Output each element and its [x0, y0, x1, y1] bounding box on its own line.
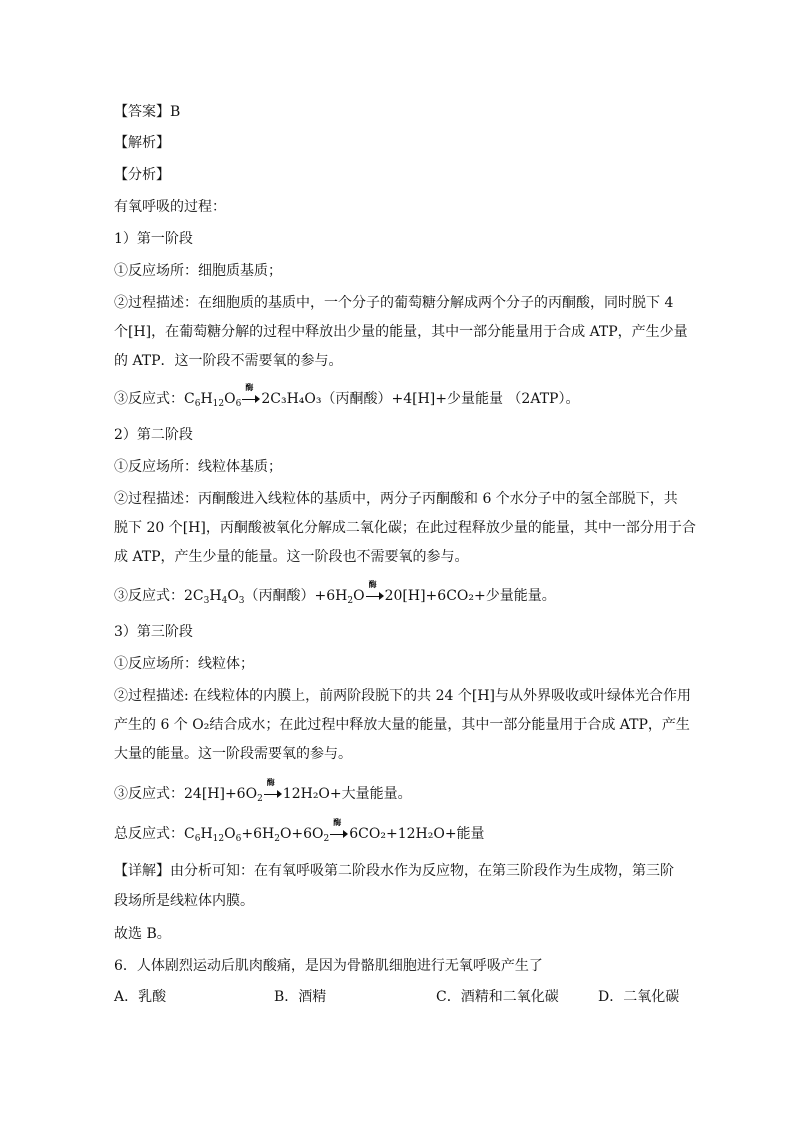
stage1-desc-line3: 的 ATP．这一阶段不需要氧的参与。 [114, 353, 343, 369]
enzyme-arrow-icon [366, 579, 384, 601]
choose-answer: 故选 B。 [114, 926, 171, 942]
answer-label: 【答案】 [114, 104, 170, 120]
enzyme-arrow-icon [330, 817, 348, 839]
intro-text: 有氧呼吸的过程： [114, 199, 226, 215]
stage2-equation [114, 579, 556, 606]
stage2-desc-line3: 成 ATP，产生少量的能量。这一阶段也不需要氧的参与。 [114, 549, 469, 565]
stage3-eq-label: ③反应式： [114, 786, 184, 802]
stage2-title: 2）第二阶段 [114, 427, 193, 443]
option-d[interactable]: D．二氧化碳 [598, 989, 680, 1005]
stage3-equation [114, 777, 412, 804]
stage1-place: ①反应场所：细胞质基质； [114, 263, 282, 279]
stage1-title: 1）第一阶段 [114, 231, 193, 247]
enzyme-label: 酶 [333, 817, 342, 827]
enzyme-label: 酶 [245, 382, 254, 392]
answer-line [114, 103, 180, 121]
stage3-place: ①反应场所：线粒体； [114, 656, 254, 672]
glucose-formula: $C_6H_{12}O_6$ [184, 391, 242, 409]
pyruvate-water-formula: $2C_3H_4O_3$（丙酮酸）$+6H_2O$ [184, 588, 365, 606]
enzyme-arrow-icon [242, 382, 260, 404]
stage2-eq-rest: 20[H]+6CO₂+少量能量。 [384, 588, 556, 604]
analysis-heading: 【解析】 [114, 135, 170, 151]
stage1-eq-rest: 2C₃H₄O₃（丙酮酸）+4[H]+少量能量 （2ATP）。 [261, 391, 580, 407]
total-reactants-formula: $C_6H_{12}O_6+6H_2O+6O_2$ [184, 826, 330, 844]
stage3-eq-rest: 12H₂O+大量能量。 [282, 786, 412, 802]
total-eq-rest: 6CO₂+12H₂O+能量 [349, 826, 485, 842]
option-c[interactable]: C．酒精和二氧化碳 [436, 989, 559, 1005]
stage3-desc-line2: 产生的 6 个 O₂结合成水；在此过程中释放大量的能量，其中一部分能量用于合成 ATP，产生 [114, 717, 690, 733]
stage2-place: ①反应场所：线粒体基质； [114, 459, 282, 475]
stage1-desc-line2: 个[H]，在葡萄糖分解的过程中释放出少量的能量，其中一部分能量用于合成 ATP，产生少量 [114, 324, 688, 340]
detail-line2: 段场所是线粒体内膜。 [114, 893, 254, 909]
stage2-desc-line1: ②过程描述：丙酮酸进入线粒体的基质中，两分子丙酮酸和 6 个水分子中的氢全部脱下，共 [114, 491, 678, 507]
option-b[interactable]: B．酒精 [274, 989, 327, 1005]
detail-label: 【详解】 [114, 863, 170, 879]
stage2-desc-line2: 脱下 20 个[H]，丙酮酸被氧化分解成二氧化碳；在此过程释放少量的能量，其中一部分用于合 [114, 520, 696, 536]
stage2-eq-label: ③反应式： [114, 588, 184, 604]
stage3-desc-line3: 大量的能量。这一阶段需要氧的参与。 [114, 746, 352, 762]
detail-text: 由分析可知：在有氧呼吸第二阶段水作为反应物，在第三阶段作为生成物，第三阶 [170, 863, 674, 879]
stage3-title: 3）第三阶段 [114, 624, 193, 640]
option-a[interactable]: A．乳酸 [114, 989, 167, 1005]
enzyme-arrow-icon [264, 777, 282, 799]
stage1-eq-label: ③反应式： [114, 391, 184, 407]
question6-stem: 6．人体剧烈运动后肌肉酸痛，是因为骨骼肌细胞进行无氧呼吸产生了 [114, 958, 543, 974]
total-equation [114, 817, 485, 844]
stage3-desc-line1: ②过程描述: 在线粒体的内膜上，前两阶段脱下的共 24 个[H]与从外界吸收或叶绿体光合作用 [114, 688, 692, 704]
stage1-desc-line1: ②过程描述：在细胞质的基质中，一个分子的葡萄糖分解成两个分子的丙酮酸，同时脱下 4 [114, 295, 674, 311]
enzyme-label: 酶 [368, 579, 377, 589]
hydrogen-oxygen-formula: $24[H]+6O_2$ [184, 786, 263, 804]
stage1-equation [114, 382, 580, 409]
answer-value: B [170, 104, 181, 120]
detail-line1 [114, 862, 674, 880]
enzyme-label: 酶 [266, 777, 275, 787]
fenxi-heading: 【分析】 [114, 167, 170, 183]
total-eq-label: 总反应式： [114, 826, 184, 842]
